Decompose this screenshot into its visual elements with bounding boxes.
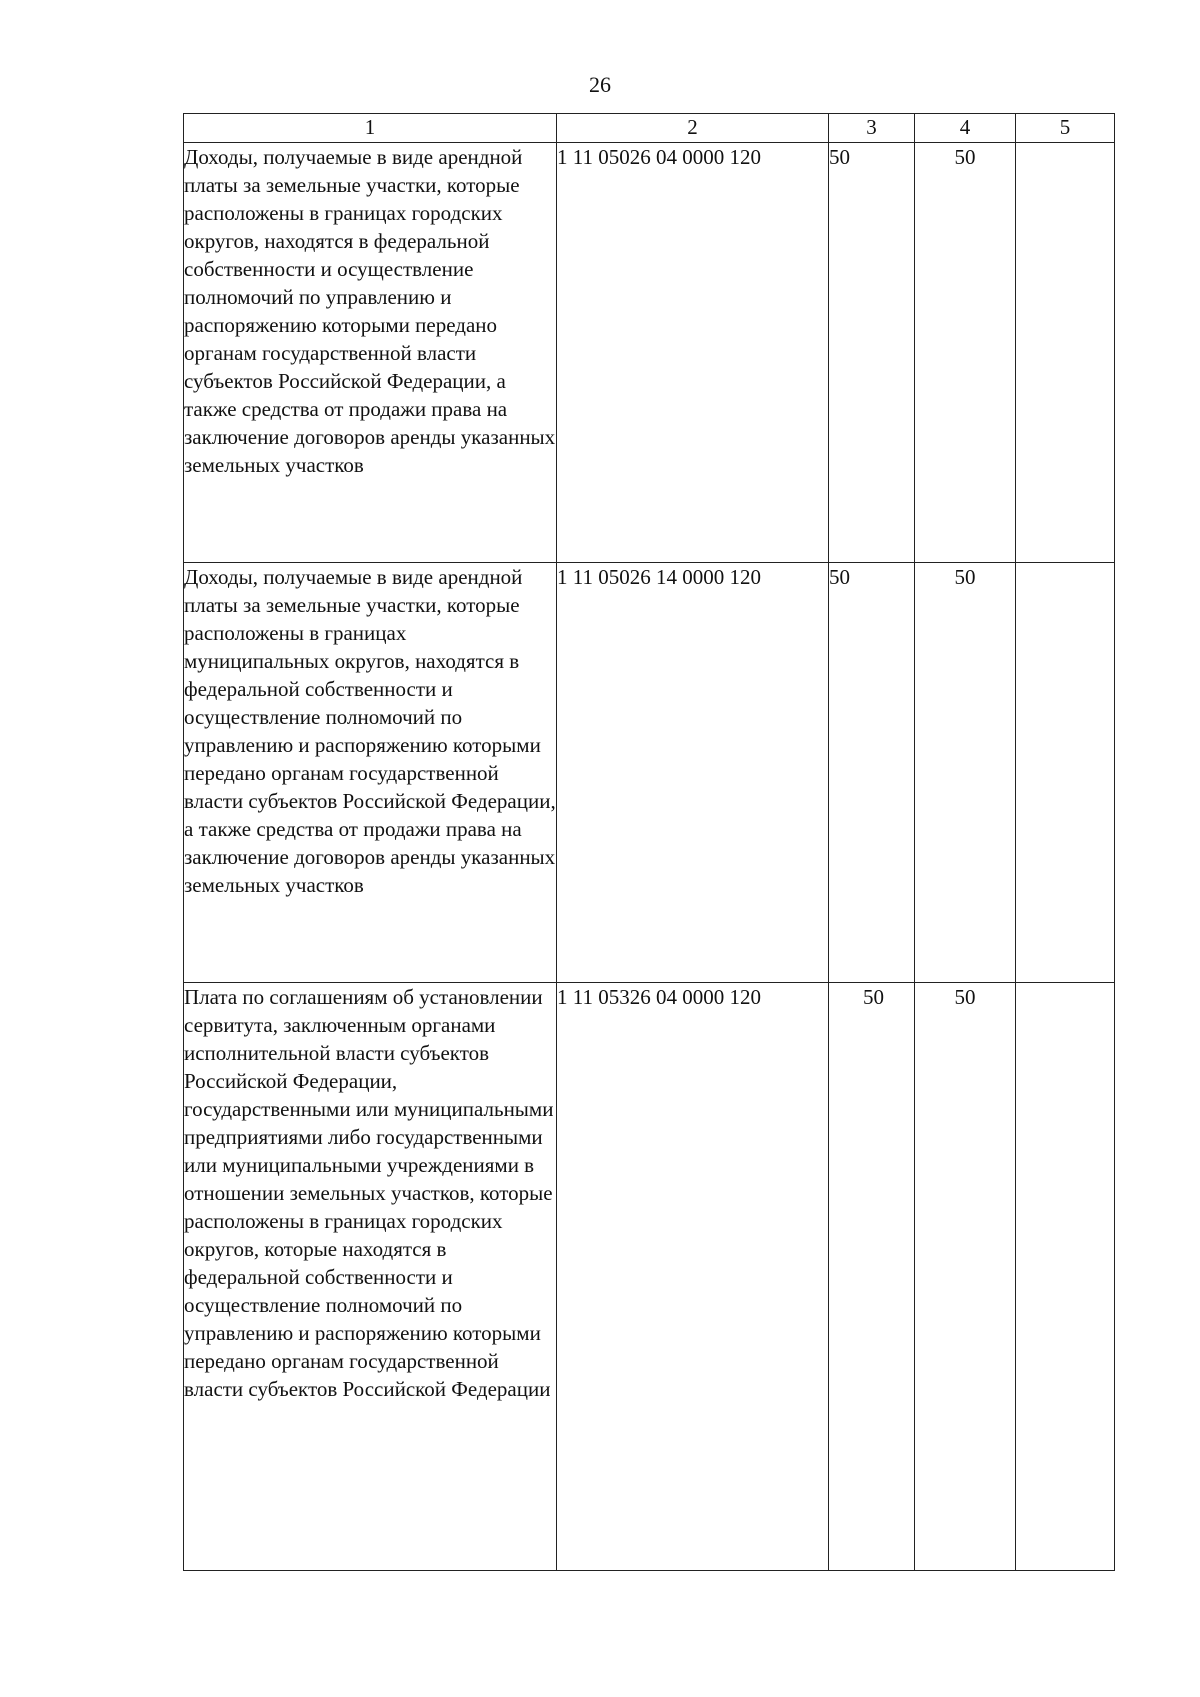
- value-cell-col3: 50: [829, 143, 915, 563]
- page-number: 26: [589, 72, 611, 97]
- revenue-code-cell: 1 11 05026 04 0000 120: [557, 143, 829, 563]
- value-cell-col4: 50: [915, 563, 1016, 983]
- value-cell-col4: 50: [915, 143, 1016, 563]
- value-cell-col5: [1016, 143, 1115, 563]
- column-header-3: 3: [829, 114, 915, 143]
- revenue-code-cell: 1 11 05026 14 0000 120: [557, 563, 829, 983]
- table-header-row: [184, 114, 1115, 143]
- value-cell-col5: [1016, 983, 1115, 1571]
- revenue-name-cell: Доходы, получаемые в виде арендной платы за земельные участки, которые расположены в границах городских округов, находятся в федеральной собственности и осуществление полномочий по управлению и распоряжению которыми передано органам государственной власти субъектов Российской Федерации, а также средства от продажи права на заключение договоров аренды указанных земельных участков: [184, 143, 557, 563]
- value-cell-col3: 50: [829, 983, 915, 1571]
- column-header-4: 4: [915, 114, 1016, 143]
- revenue-code-cell: 1 11 05326 04 0000 120: [557, 983, 829, 1571]
- value-cell-col4: 50: [915, 983, 1016, 1571]
- table-row: [184, 983, 1115, 1571]
- value-cell-col3: 50: [829, 563, 915, 983]
- revenue-name-cell: Доходы, получаемые в виде арендной платы за земельные участки, которые расположены в границах муниципальных округов, находятся в федеральной собственности и осуществление полномочий по управлению и распоряжению которыми передано органам государственной власти субъектов Российской Федерации, а также средства от продажи права на заключение договоров аренды указанных земельных участков: [184, 563, 557, 983]
- revenue-table: [183, 113, 1115, 1571]
- value-cell-col5: [1016, 563, 1115, 983]
- column-header-1: 1: [184, 114, 557, 143]
- table-row: [184, 143, 1115, 563]
- table-row: [184, 563, 1115, 983]
- column-header-2: 2: [557, 114, 829, 143]
- revenue-name-cell: Плата по соглашениям об установлении сервитута, заключенным органами исполнительной власти субъектов Российской Федерации, государственными или муниципальными предприятиями либо государственными или муниципальными учреждениями в отношении земельных участков, которые расположены в границах городских округов, которые находятся в федеральной собственности и осуществление полномочий по управлению и распоряжению которыми передано органам государственной власти субъектов Российской Федерации: [184, 983, 557, 1571]
- column-header-5: 5: [1016, 114, 1115, 143]
